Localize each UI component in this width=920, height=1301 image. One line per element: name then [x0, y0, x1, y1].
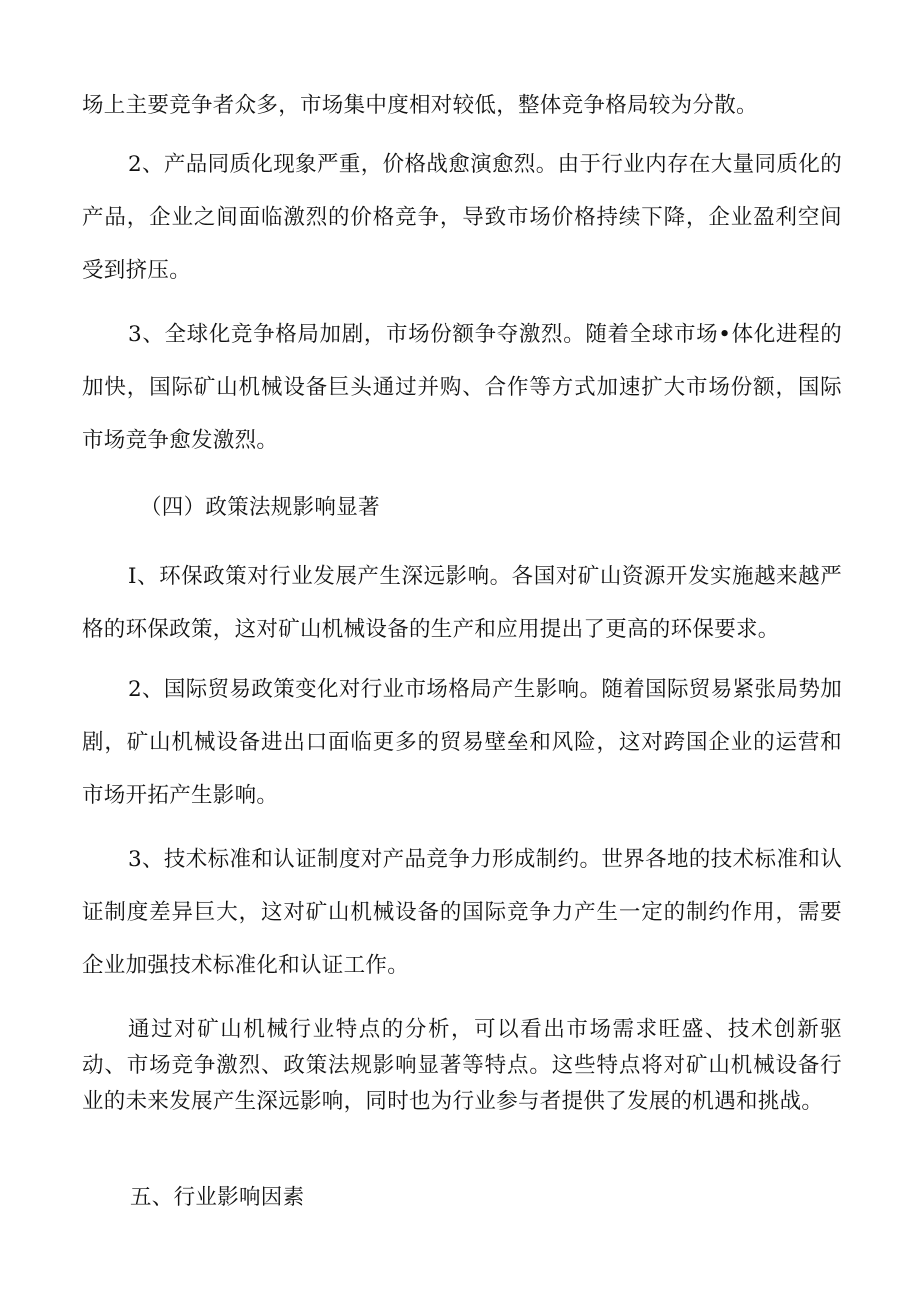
section-heading-policy-regulation: （四）政策法规影响显著: [140, 495, 380, 520]
paragraph-product-homogenization: 2、产品同质化现象严重，价格战愈演愈烈。由于行业内存在大量同质化的产品，企业之间面临激烈的价格竞争，导致市场价格持续下降，企业盈利空间受到挤压。: [82, 152, 842, 283]
section-heading-industry-factors: 五、行业影响因素: [130, 1185, 305, 1210]
paragraph-summary: 通过对矿山机械行业特点的分析，可以看出市场需求旺盛、技术创新驱动、市场竞争激烈、政策法规影响显著等特点。这些特点将对矿山机械设备行业的未来发展产生深远影响，同时也为行业参与者提供了发展的机遇和挑战。: [82, 1017, 842, 1114]
paragraph-trade-policy: 2、国际贸易政策变化对行业市场格局产生影响。随着国际贸易紧张局势加剧，矿山机械设备进出口面临更多的贸易壁垒和风险，这对跨国企业的运营和市场开拓产生影响。: [82, 677, 842, 808]
paragraph-globalization-competition: 3、全球化竞争格局加剧，市场份额争夺激烈。随着全球市场•体化进程的加快，国际矿山机械设备巨头通过并购、合作等方式加速扩大市场份额，国际市场竞争愈发激烈。: [82, 322, 842, 453]
paragraph-environmental-policy: I、环保政策对行业发展产生深远影响。各国对矿山资源开发实施越来越严格的环保政策，这对矿山机械设备的生产和应用提出了更高的环保要求。: [82, 564, 842, 642]
paragraph-technical-standards: 3、技术标准和认证制度对产品竞争力形成制约。世界各地的技术标准和认证制度差异巨大，这对矿山机械设备的国际竞争力产生一定的制约作用，需要企业加强技术标准化和认证工作。: [82, 847, 842, 978]
paragraph-market-dispersion: 场上主要竞争者众多，市场集中度相对较低，整体竞争格局较为分散。: [82, 93, 758, 118]
